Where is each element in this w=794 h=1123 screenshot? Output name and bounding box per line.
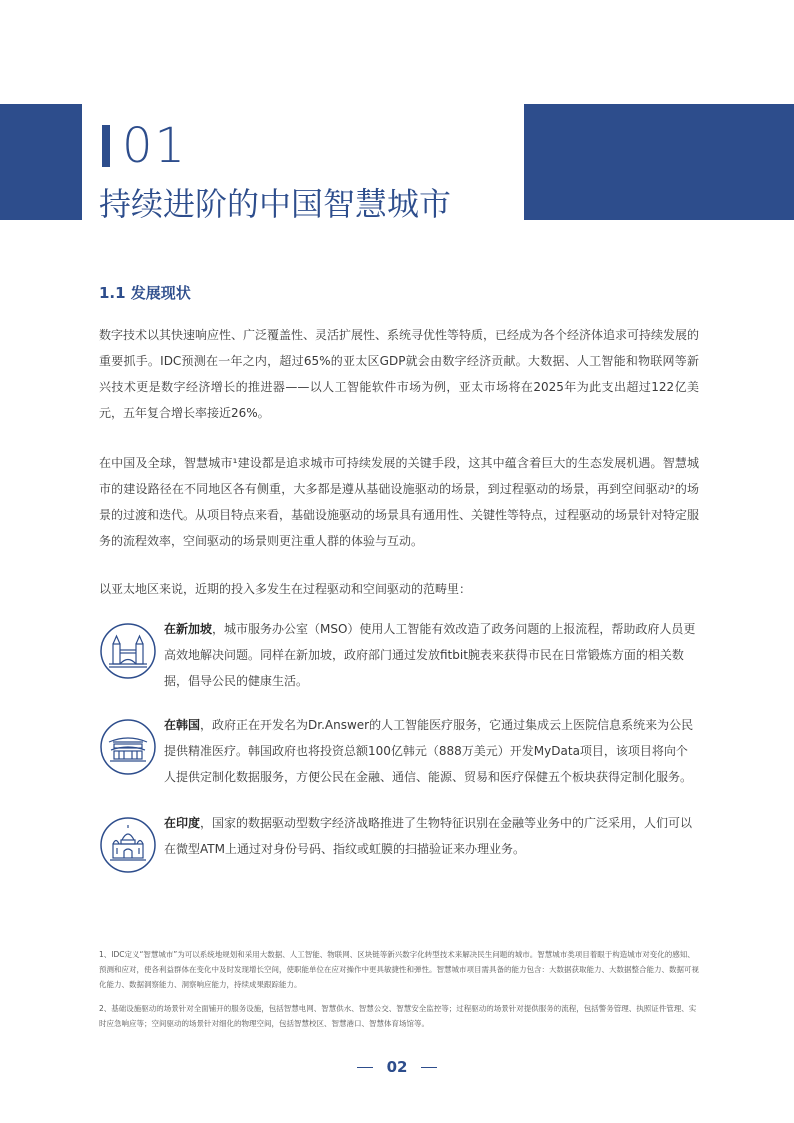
- case-korea-country: 在韩国: [164, 718, 201, 732]
- india-palace-icon: [99, 816, 157, 874]
- footnote-2: 2、基础设施驱动的场景针对全面铺开的服务设施，包括智慧电网、智慧供水、智慧公交、智慧安全监控等；过程驱动的场景针对提供服务的流程，包括警务管理、执照证件管理、实时应急响应等；空间驱动的场景针对细化的物理空间，包括智慧校区、智慧港口、智慧体育场馆等。: [99, 1004, 697, 1028]
- page-number: 02: [386, 1058, 408, 1076]
- chapter-number: 01: [122, 118, 188, 174]
- singapore-landmark-icon: [99, 622, 157, 680]
- case-singapore: [99, 616, 709, 696]
- chapter-marker-bar: [102, 125, 110, 167]
- header-band-left: [0, 104, 82, 220]
- chapter-title: 持续进阶的中国智慧城市: [99, 185, 452, 223]
- case-india-text: [164, 810, 699, 862]
- case-korea-text: [164, 712, 699, 790]
- case-korea-body: ，政府正在开发名为Dr.Answer的人工智能医疗服务，它通过集成云上医院信息系统来为公民提供精准医疗。韩国政府也将投资总额100亿韩元（888万美元）开发MyData项目，该项目将向个人提供定制化数据服务，方便公民在金融、通信、能源、贸易和医疗保健五个板块获得定制化服务。: [164, 718, 694, 784]
- case-india-country: 在印度: [164, 816, 201, 830]
- case-india: [99, 810, 709, 870]
- paragraph-1: 数字技术以其快速响应性、广泛覆盖性、灵活扩展性、系统寻优性等特质，已经成为各个经济体追求可持续发展的重要抓手。IDC预测在一年之内，超过65%的亚太区GDP就会由数字经济贡献。大数据、人工智能和物联网等新兴技术更是数字经济增长的推进器——以人工智能软件市场为例，亚太市场将在2025年为此支出超过122亿美元，五年复合增长率接近26%。: [99, 328, 700, 420]
- case-singapore-body: ，城市服务办公室（MSO）使用人工智能有效改造了政务问题的上报流程，帮助政府人员更高效地解决问题。同样在新加坡，政府部门通过发放fitbit腕表来获得市民在日常锻炼方面的相关数据，倡导公民的健康生活。: [164, 622, 696, 688]
- header-band-right: [524, 104, 794, 220]
- section-title: 1.1 发展现状: [99, 284, 191, 302]
- case-singapore-country: 在新加坡: [164, 622, 213, 636]
- paragraph-2: 在中国及全球，智慧城市¹建设都是追求城市可持续发展的关键手段，这其中蕴含着巨大的生态发展机遇。智慧城市的建设路径在不同地区各有侧重，大多都是遵从基础设施驱动的场景，到过程驱动的场景，再到空间驱动²的场景的过渡和迭代。从项目特点来看，基础设施驱动的场景具有通用性、关键性等特点，过程驱动的场景针对特定服务的流程效率，空间驱动的场景则更注重人群的体验与互动。: [99, 456, 700, 548]
- paragraph-3: 以亚太地区来说，近期的投入多发生在过程驱动和空间驱动的范畴里：: [99, 582, 472, 596]
- case-india-body: ，国家的数据驱动型数字经济战略推进了生物特征识别在金融等业务中的广泛采用，人们可以在微型ATM上通过对身份号码、指纹或虹膜的扫描验证来办理业务。: [164, 816, 693, 856]
- footnote-1: 1、IDC定义“智慧城市”为可以系统地规划和采用大数据、人工智能、物联网、区块链等新兴数字化转型技术来解决民生问题的城市。智慧城市类项目着眼于构造城市对变化的感知、预测和应对，使各利益群体在变化中及时发现增长空间，使职能单位在应对操作中更具敏捷性和弹性。智慧城市项目需具备的能力包含：大数据获取能力、大数据整合能力、数据可视化能力、数据洞察能力、洞察响应能力，持续成果跟踪能力。: [99, 950, 699, 989]
- page-number-block: [0, 1058, 794, 1076]
- page-dash-left: [357, 1067, 373, 1068]
- korea-palace-icon: [99, 718, 157, 776]
- case-singapore-text: [164, 616, 699, 694]
- page-dash-right: [421, 1067, 437, 1068]
- case-korea: [99, 712, 709, 792]
